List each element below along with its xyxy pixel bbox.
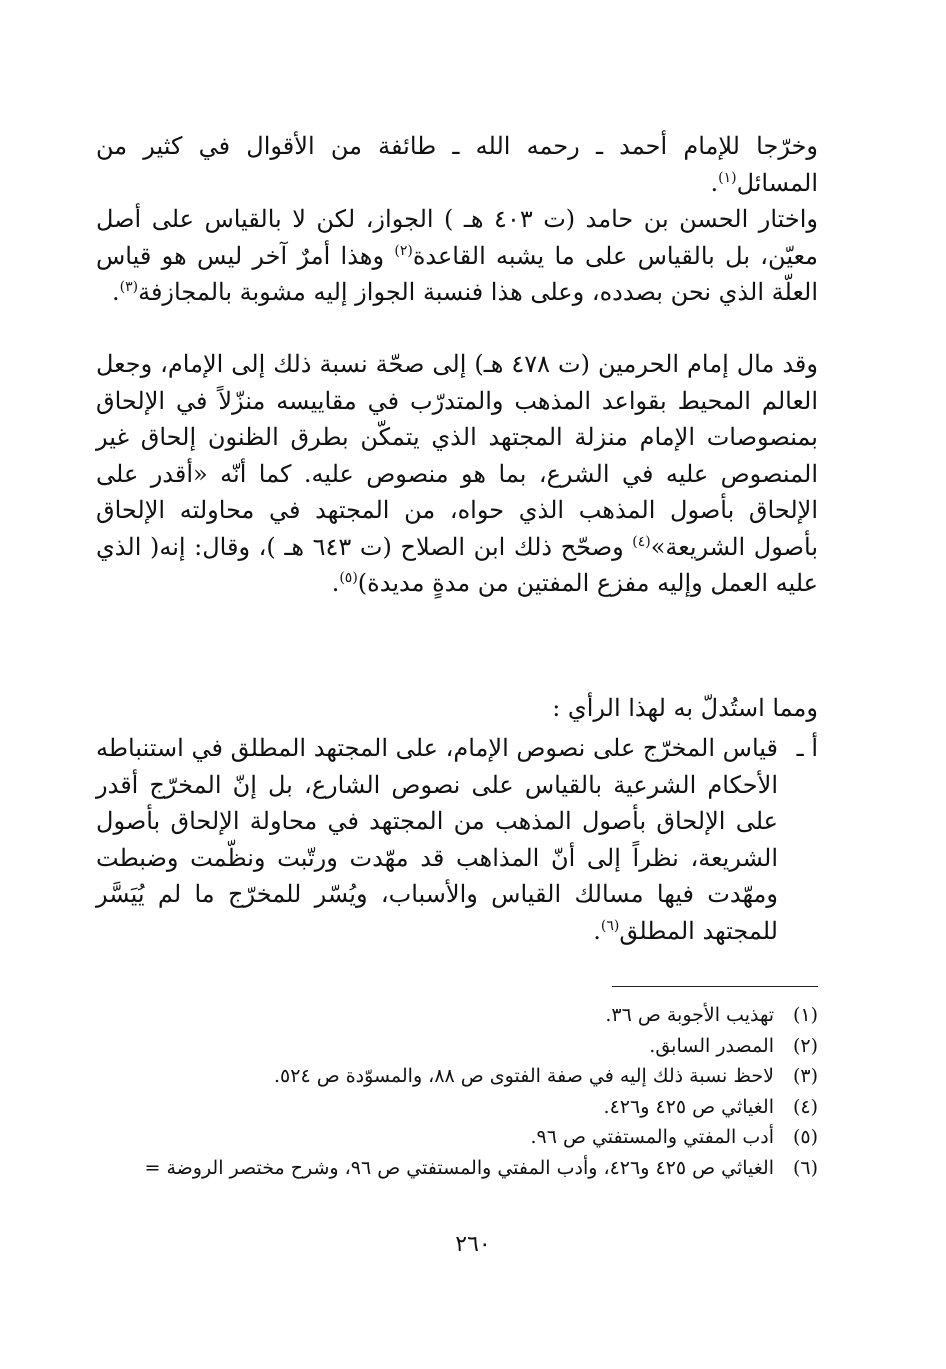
footnotes-list (96, 1000, 818, 1183)
paragraph-1 (96, 128, 818, 311)
footnote-ref-2: (٢) (394, 242, 413, 259)
paragraph-3 (96, 690, 818, 727)
paragraph-2 (96, 346, 818, 602)
list-item-text: قياس المخرّج على نصوص الإمام، على المجتهد المطلق في استنباطه الأحكام الشرعية بالقياس على نصوص الشارع، بل إنّ المخرّج أقدر على الإلحاق بأصول المذهب من المجتهد في محاولة الإلحاق بأصول الشريعة، نظراً إلى أنّ المذاهب قد مهّدت ورتّبت ونظّمت وضبطت ومهّدت فيها مسالك القياس والأسباب، ويُسّر للمخرّج ما لم يُيَسَّر للمجتهد المطلق$^{(٦)}$. (96, 734, 779, 945)
footnote-ref-5: (٥) (339, 570, 358, 586)
footnote-item: (٢)المصدر السابق. (649, 1034, 818, 1057)
list-item-alif (96, 730, 818, 949)
footnote-item: (٣)لاحظ نسبة ذلك إليه في صفة الفتوى ص ٨٨، والمسوّدة ص ٥٢٤. (274, 1065, 818, 1087)
footnote-item: (٦)الغياثي ص ٤٢٥ و٤٢٦، وأدب المفتي والمستفتي ص ٩٦، وشرح مختصر الروضة = (144, 1156, 818, 1179)
footnote-ref-1: (١) (718, 169, 737, 186)
page-number: ٢٦٠ (455, 1232, 491, 1257)
footnote-ref-6: (٦) (600, 917, 620, 934)
paragraph-3-text: ومما استُدلّ به لهذا الرأي : (552, 694, 818, 722)
footnote-divider (612, 986, 818, 987)
footnote-item: (٤)الغياثي ص ٤٢٥ و٤٢٦. (603, 1095, 818, 1118)
paragraph-1-text: وخرّجا للإمام أحمد ـ رحمه الله ـ طائفة من الأقوال في كثير من المسائل$^{(١)}$. واختار الحسن بن حامد (ت ٤٠٣ هـ ) الجواز، لكن لا بالقياس على أصل معيّن، بل بالقياس على ما يشبه القاعدة$^{(٢)}$ وهذا أمرٌ آخر ليس هو قياس العلّة الذي نحن بصدده، وعلى هذا فنسبة الجواز إليه مشوبة بالمجازفة$^{(٣)}$. (96, 132, 818, 306)
footnote-ref-3: (٣) (119, 279, 139, 295)
footnote-ref-4: (٤) (632, 533, 651, 550)
paragraph-2-text: وقد مال إمام الحرمين (ت ٤٧٨ هـ) إلى صحّة نسبة ذلك إلى الإمام، وجعل العالم المحيط بقواعد المذهب والمتدرّب في مقاييسه منزّلاً في الإلحاق بمنصوصات الإمام منزلة المجتهد الذي يتمكّن بطرق الظنون إلحاق غير المنصوص عليه في الشرع، بما هو منصوص عليه. كما أنّه «أقدر على الإلحاق بأصول المذهب الذي حواه، من المجتهد في محاولته الإلحاق بأصول الشريعة»$^{(٤)}$ وصحّح ذلك ابن الصلاح (ت ٦٤٣ هـ )، وقال: إنه( الذي عليه العمل وإليه مفزع المفتين من مدةٍ مديدة)$^{(٥)}$. (96, 350, 819, 597)
list-marker: أ ـ (796, 734, 818, 762)
footnote-item: (٥)أدب المفتي والمستفتي ص ٩٦. (530, 1126, 818, 1148)
footnote-item: (١)تهذيب الأجوبة ص ٣٦. (605, 1004, 818, 1026)
